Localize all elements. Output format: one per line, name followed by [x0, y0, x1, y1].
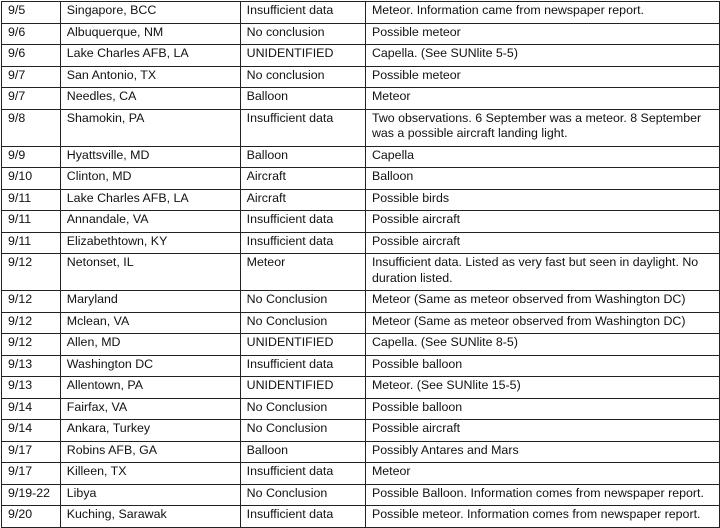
- table-row: [2, 420, 720, 442]
- evaluation-cell: No Conclusion: [240, 312, 365, 334]
- notes-cell: Insufficient data. Listed as very fast but seen in daylight. No duration listed.: [365, 254, 719, 291]
- table-row: [2, 312, 720, 334]
- location-cell: Lake Charles AFB, LA: [60, 45, 240, 67]
- date-cell: 9/13: [2, 355, 61, 377]
- notes-cell: Capella. (See SUNlite 5-5): [365, 45, 719, 67]
- location-cell: Allen, MD: [60, 334, 240, 356]
- notes-cell: Possible aircraft: [365, 420, 719, 442]
- evaluation-cell: Insufficient data: [240, 2, 365, 24]
- date-cell: 9/17: [2, 463, 61, 485]
- notes-cell: Possible aircraft: [365, 211, 719, 233]
- location-cell: Allentown, PA: [60, 377, 240, 399]
- location-cell: Ankara, Turkey: [60, 420, 240, 442]
- date-cell: 9/11: [2, 189, 61, 211]
- notes-cell: Possible balloon: [365, 398, 719, 420]
- evaluation-cell: Balloon: [240, 88, 365, 110]
- evaluation-cell: Insufficient data: [240, 355, 365, 377]
- notes-cell: Meteor: [365, 463, 719, 485]
- table-row: [2, 168, 720, 190]
- notes-cell: Capella. (See SUNlite 8-5): [365, 334, 719, 356]
- date-cell: 9/14: [2, 398, 61, 420]
- date-cell: 9/14: [2, 420, 61, 442]
- location-cell: Robins AFB, GA: [60, 441, 240, 463]
- date-cell: 9/12: [2, 312, 61, 334]
- date-cell: 9/12: [2, 334, 61, 356]
- notes-cell: Possible birds: [365, 189, 719, 211]
- date-cell: 9/17: [2, 441, 61, 463]
- notes-cell: Meteor. Information came from newspaper report.: [365, 2, 719, 24]
- table-row: [2, 109, 720, 146]
- date-cell: 9/7: [2, 66, 61, 88]
- location-cell: Albuquerque, NM: [60, 23, 240, 45]
- location-cell: Elizabethtown, KY: [60, 232, 240, 254]
- notes-cell: Possible aircraft: [365, 232, 719, 254]
- notes-cell: Meteor (Same as meteor observed from Washington DC): [365, 312, 719, 334]
- notes-cell: Two observations. 6 September was a meteor. 8 September was a possible aircraft landing light.: [365, 109, 719, 146]
- location-cell: Singapore, BCC: [60, 2, 240, 24]
- notes-cell: Possible meteor. Information comes from newspaper report.: [365, 506, 719, 528]
- evaluation-cell: Balloon: [240, 441, 365, 463]
- table-row: [2, 88, 720, 110]
- location-cell: Netonset, IL: [60, 254, 240, 291]
- evaluation-cell: Insufficient data: [240, 211, 365, 233]
- table-row: [2, 146, 720, 168]
- evaluation-cell: Insufficient data: [240, 506, 365, 528]
- evaluation-cell: Insufficient data: [240, 109, 365, 146]
- date-cell: 9/12: [2, 291, 61, 313]
- location-cell: Libya: [60, 484, 240, 506]
- location-cell: Maryland: [60, 291, 240, 313]
- evaluation-cell: UNIDENTIFIED: [240, 334, 365, 356]
- notes-cell: Possibly Antares and Mars: [365, 441, 719, 463]
- date-cell: 9/7: [2, 88, 61, 110]
- sighting-evaluation-document: [1, 1, 720, 528]
- date-cell: 9/11: [2, 232, 61, 254]
- table-row: [2, 398, 720, 420]
- evaluation-cell: No conclusion: [240, 66, 365, 88]
- evaluation-cell: No Conclusion: [240, 484, 365, 506]
- notes-cell: Possible meteor: [365, 23, 719, 45]
- sighting-table: [1, 1, 720, 528]
- notes-cell: Possible meteor: [365, 66, 719, 88]
- location-cell: Mclean, VA: [60, 312, 240, 334]
- date-cell: 9/19-22: [2, 484, 61, 506]
- date-cell: 9/11: [2, 211, 61, 233]
- location-cell: Washington DC: [60, 355, 240, 377]
- evaluation-cell: UNIDENTIFIED: [240, 45, 365, 67]
- location-cell: Killeen, TX: [60, 463, 240, 485]
- date-cell: 9/13: [2, 377, 61, 399]
- table-row: [2, 355, 720, 377]
- notes-cell: Meteor. (See SUNlite 15-5): [365, 377, 719, 399]
- table-row: [2, 463, 720, 485]
- table-row: [2, 334, 720, 356]
- date-cell: 9/6: [2, 45, 61, 67]
- evaluation-cell: Meteor: [240, 254, 365, 291]
- sighting-table-body: [2, 2, 720, 528]
- date-cell: 9/20: [2, 506, 61, 528]
- evaluation-cell: UNIDENTIFIED: [240, 377, 365, 399]
- table-row: [2, 211, 720, 233]
- date-cell: 9/6: [2, 23, 61, 45]
- date-cell: 9/5: [2, 2, 61, 24]
- notes-cell: Balloon: [365, 168, 719, 190]
- table-row: [2, 291, 720, 313]
- location-cell: Lake Charles AFB, LA: [60, 189, 240, 211]
- location-cell: Annandale, VA: [60, 211, 240, 233]
- notes-cell: Meteor (Same as meteor observed from Washington DC): [365, 291, 719, 313]
- table-row: [2, 377, 720, 399]
- date-cell: 9/10: [2, 168, 61, 190]
- evaluation-cell: No conclusion: [240, 23, 365, 45]
- notes-cell: Capella: [365, 146, 719, 168]
- evaluation-cell: No Conclusion: [240, 398, 365, 420]
- location-cell: Shamokin, PA: [60, 109, 240, 146]
- evaluation-cell: Insufficient data: [240, 232, 365, 254]
- table-row: [2, 66, 720, 88]
- table-row: [2, 232, 720, 254]
- location-cell: Clinton, MD: [60, 168, 240, 190]
- date-cell: 9/8: [2, 109, 61, 146]
- notes-cell: Meteor: [365, 88, 719, 110]
- evaluation-cell: No Conclusion: [240, 291, 365, 313]
- location-cell: Needles, CA: [60, 88, 240, 110]
- location-cell: San Antonio, TX: [60, 66, 240, 88]
- location-cell: Fairfax, VA: [60, 398, 240, 420]
- evaluation-cell: Aircraft: [240, 189, 365, 211]
- table-row: [2, 506, 720, 528]
- notes-cell: Possible balloon: [365, 355, 719, 377]
- location-cell: Kuching, Sarawak: [60, 506, 240, 528]
- table-row: [2, 23, 720, 45]
- table-row: [2, 254, 720, 291]
- evaluation-cell: Aircraft: [240, 168, 365, 190]
- date-cell: 9/12: [2, 254, 61, 291]
- evaluation-cell: Insufficient data: [240, 463, 365, 485]
- date-cell: 9/9: [2, 146, 61, 168]
- table-row: [2, 45, 720, 67]
- location-cell: Hyattsville, MD: [60, 146, 240, 168]
- table-row: [2, 189, 720, 211]
- notes-cell: Possible Balloon. Information comes from newspaper report.: [365, 484, 719, 506]
- table-row: [2, 2, 720, 24]
- evaluation-cell: Balloon: [240, 146, 365, 168]
- table-row: [2, 441, 720, 463]
- table-row: [2, 484, 720, 506]
- evaluation-cell: No Conclusion: [240, 420, 365, 442]
